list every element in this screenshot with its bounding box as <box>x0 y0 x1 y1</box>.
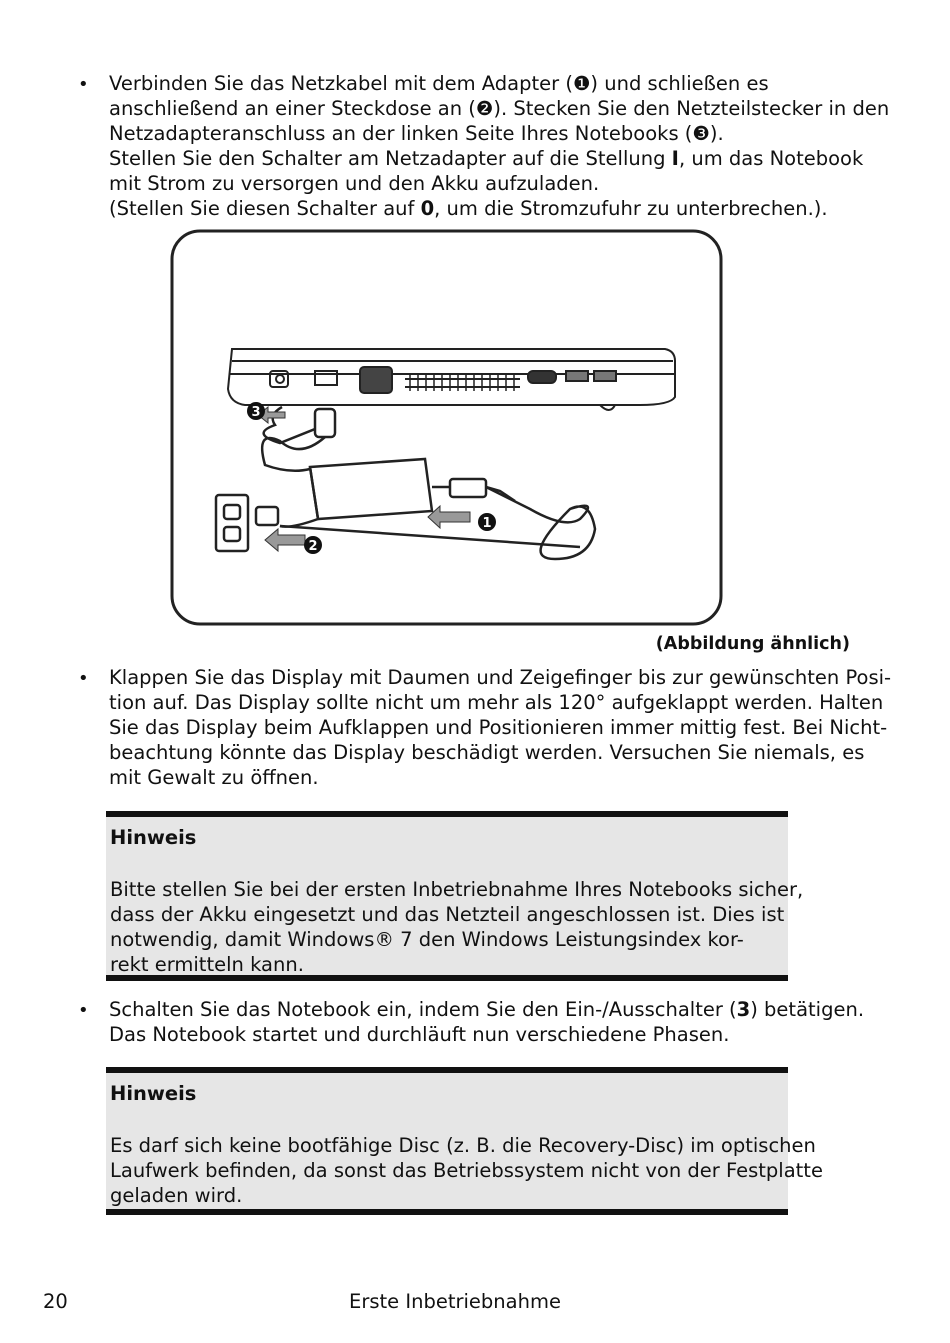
text-line <box>109 196 858 221</box>
text-segment: Stellen Sie den Schalter am Netzadapter auf die Stellung <box>109 147 666 170</box>
text-segment: , um die Stromzufuhr zu unterbrechen.). <box>434 197 828 220</box>
switch-position-off: 0 <box>420 197 435 220</box>
text-line: anschließend an einer Steckdose an (❷). Stecken Sie den Netzteilstecker in den <box>109 97 890 120</box>
note-body <box>106 850 804 977</box>
text-line: beachtung könnte das Display beschädigt werden. Versuchen Sie niemals, es <box>109 741 865 764</box>
callout-3 <box>247 402 265 420</box>
note-box-boot-disc <box>106 1067 823 1215</box>
bullet-connect-power <box>78 71 890 221</box>
note-title: Hinweis <box>110 1082 197 1105</box>
callout-2 <box>304 536 322 554</box>
note-body <box>106 1106 823 1208</box>
callout-1 <box>478 513 496 531</box>
text-line: rekt ermitteln kann. <box>110 953 304 976</box>
text-line: Bitte stellen Sie bei der ersten Inbetriebnahme Ihres Notebooks sicher, <box>110 878 804 901</box>
note-box-battery <box>106 811 804 981</box>
callout-3-label: 3 <box>251 405 261 420</box>
text-line: geladen wird. <box>110 1184 243 1207</box>
text-line: Laufwerk befinden, da sonst das Betriebssystem nicht von der Festplatte <box>110 1159 823 1182</box>
text-segment: (Stellen Sie diesen Schalter auf <box>109 197 415 220</box>
text-line: Verbinden Sie das Netzkabel mit dem Adapter (❶) und schließen es <box>109 72 769 95</box>
bullet-power-on <box>78 997 865 1047</box>
text-line <box>109 997 865 1022</box>
text-segment: , um das Notebook <box>678 147 864 170</box>
text-line: tion auf. Das Display sollte nicht um mehr als 120° aufgeklappt werden. Halten <box>109 691 884 714</box>
text-line: Sie das Display beim Aufklappen und Positionieren immer mittig fest. Bei Nicht- <box>109 716 888 739</box>
page-number: 20 <box>43 1290 68 1313</box>
callout-1-label: 1 <box>482 516 492 531</box>
power-switch-number: 3 <box>736 998 751 1021</box>
text-segment: ) betätigen. <box>750 998 865 1021</box>
text-line: notwendig, damit Windows® 7 den Windows Leistungsindex kor- <box>110 928 744 951</box>
paragraph <box>109 997 865 1047</box>
text-line: dass der Akku eingesetzt und das Netzteil angeschlossen ist. Dies ist <box>110 903 785 926</box>
paragraph <box>109 71 890 221</box>
text-line: Das Notebook startet und durchläuft nun verschiedene Phasen. <box>109 1023 730 1046</box>
text-line: Klappen Sie das Display mit Daumen und Zeigefinger bis zur gewünschten Posi- <box>109 666 892 689</box>
text-line: mit Strom zu versorgen und den Akku aufzuladen. <box>109 172 600 195</box>
paragraph <box>109 665 892 790</box>
bullet-marker <box>78 71 98 97</box>
callout-2-label: 2 <box>308 539 318 554</box>
text-line: mit Gewalt zu öffnen. <box>109 766 319 789</box>
text-line: Netzadapteranschluss an der linken Seite Ihres Notebooks (❸). <box>109 122 724 145</box>
switch-position-on: I <box>671 147 679 170</box>
bullet-marker <box>78 665 98 691</box>
bullet-open-display <box>78 665 892 790</box>
footer-section-title: Erste Inbetriebnahme <box>349 1290 561 1313</box>
figure-illustration <box>170 229 723 626</box>
figure-caption: (Abbildung ähnlich) <box>655 634 850 654</box>
text-line <box>109 146 864 171</box>
note-title: Hinweis <box>110 826 197 849</box>
text-segment: Schalten Sie das Notebook ein, indem Sie den Ein-/Ausschalter ( <box>109 998 737 1021</box>
notebook-power-figure <box>170 229 723 626</box>
bullet-marker <box>78 997 98 1023</box>
text-line: Es darf sich keine bootfähige Disc (z. B. die Recovery-Disc) im optischen <box>110 1134 816 1157</box>
